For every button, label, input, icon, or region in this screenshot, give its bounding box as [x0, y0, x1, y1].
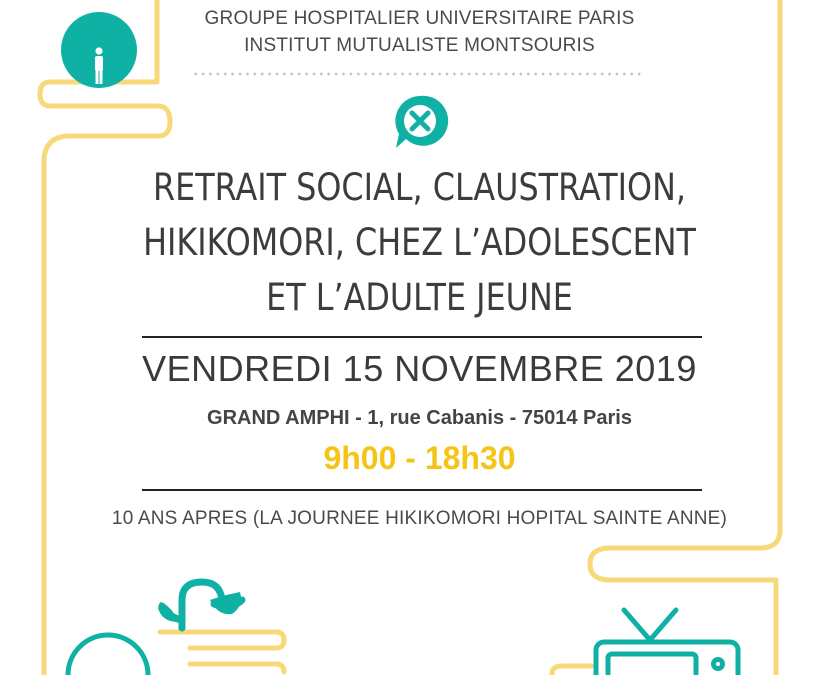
title-line-2: HIKIKOMORI, CHEZ L’ADOLESCENT	[143, 221, 696, 264]
title-line-1: RETRAIT SOCIAL, CLAUSTRATION,	[152, 166, 687, 209]
dotted-divider	[192, 72, 644, 76]
divider-bottom	[142, 489, 702, 491]
hospital-name: GROUPE HOSPITALIER UNIVERSITAIRE PARIS	[204, 8, 635, 29]
event-date: VENDREDI 15 NOVEMBRE 2019	[142, 348, 697, 389]
circle-icon	[68, 635, 148, 675]
speech-bubble-x-icon	[395, 96, 448, 148]
event-hours: 9h00 - 18h30	[323, 440, 516, 476]
institute-name: INSTITUT MUTUALISTE MONTSOURIS	[244, 35, 595, 56]
divider-top	[142, 336, 702, 338]
event-note: 10 ANS APRES (LA JOURNEE HIKIKOMORI HOPITAL SAINTE ANNE)	[111, 508, 728, 529]
title-line-3: ET L’ADULTE JEUNE	[266, 276, 573, 319]
event-location: GRAND AMPHI - 1, rue Cabanis - 75014 Paris	[207, 407, 632, 429]
tv-icon	[596, 610, 738, 675]
